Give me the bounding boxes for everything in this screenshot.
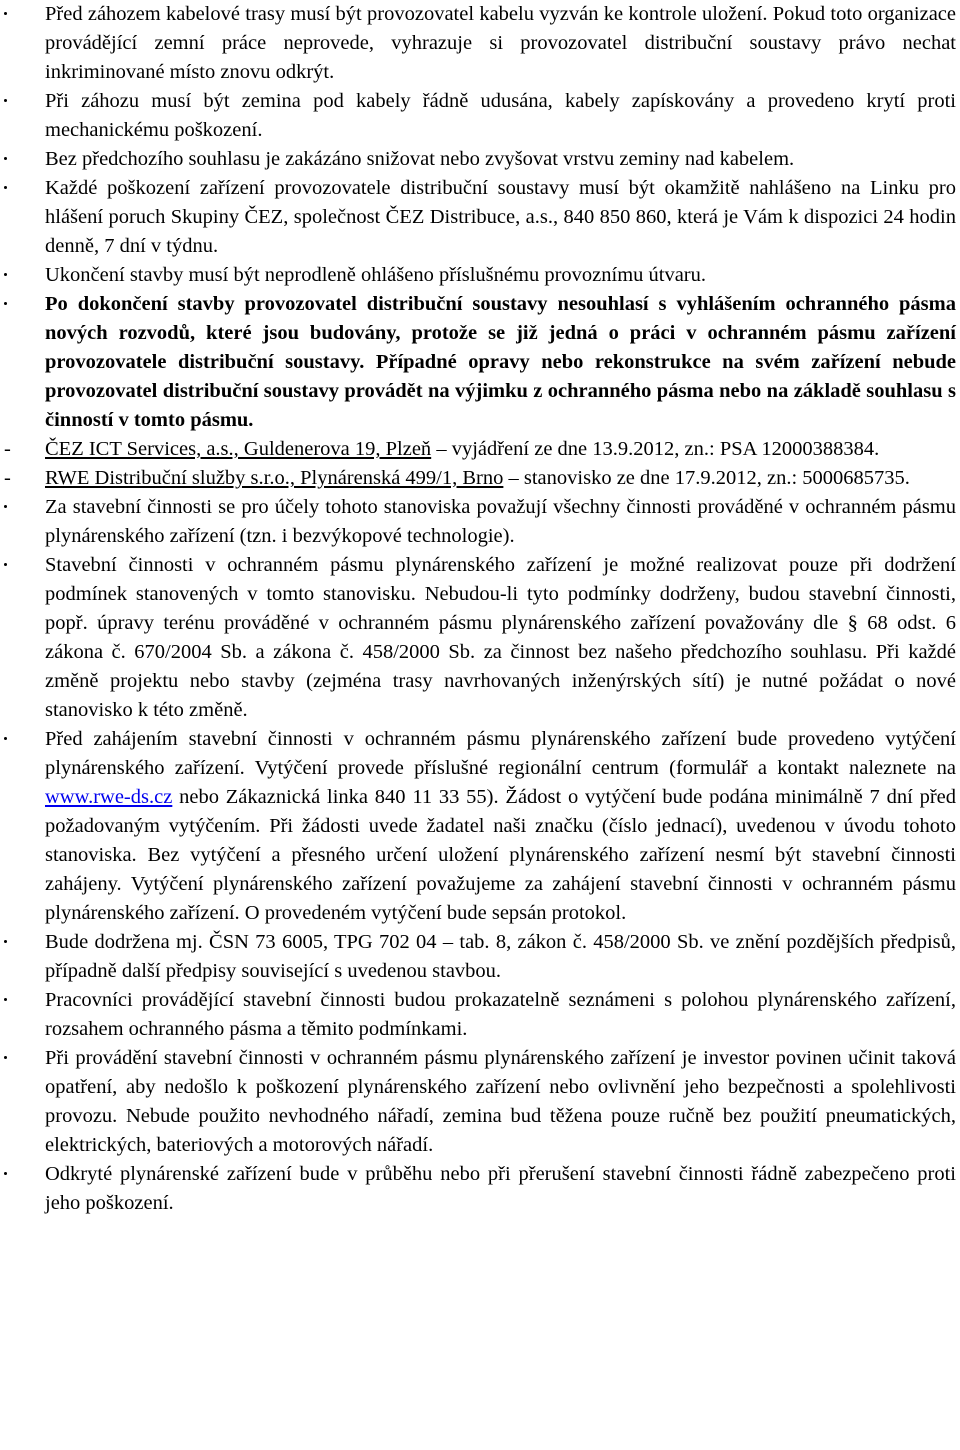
paragraph-text: Bez předchozího souhlasu je zakázáno snižovat nebo zvyšovat vrstvu zeminy nad kabelem. [45,148,795,170]
list-item [0,551,956,725]
bullet-marker [0,174,45,203]
paragraph-text: Bude dodržena mj. ČSN 73 6005, TPG 702 04 – tab. 8, zákon č. 458/2000 Sb. ve znění pozdějších předpisů, případně další předpisy související s uvedenou stavbou. [45,931,956,982]
list-item [0,493,956,551]
bullet-marker [0,87,45,116]
text-before-link: Před zahájením stavební činnosti v ochranném pásmu plynárenského zařízení bude provedeno vytýčení plynárenského zařízení. Vytýčení provede příslušné regionální centrum (formulář a kontakt naleznete na [45,728,956,779]
statement-line [45,435,956,464]
list-item [0,1160,956,1218]
paragraph-text: Pracovníci provádějící stavební činnosti budou prokazatelně seznámeni s polohou plynárenského zařízení, rozsahem ochranného pásma a těmito podmínkami. [45,989,956,1040]
paragraph-text: Při provádění stavební činnosti v ochranném pásmu plynárenského zařízení je investor povinen učinit taková opatření, aby nedošlo k poškození plynárenského zařízení nebo ovlivnění jeho bezpečnosti a spolehlivosti provozu. Nebude použito nevhodného nářadí, zemina bud těžena pouze ručně bez použití pneumatických, elektrických, bateriových a motorových nářadí. [45,1047,956,1156]
paragraph-text: Za stavební činnosti se pro účely tohoto stanoviska považují všechny činnosti prováděné v ochranném pásmu plynárenského zařízení (tzn. i bezvýkopové technologie). [45,496,956,547]
list-item [0,261,956,290]
bullet-marker [0,1044,45,1073]
list-item-bold-notice [0,290,956,435]
bullet-marker [0,261,45,290]
dash-item-rwe [0,464,956,493]
bullet-marker [0,725,45,754]
rwe-website-link[interactable]: www.rwe-ds.cz [45,786,173,808]
paragraph-text: Před záhozem kabelové trasy musí být provozovatel kabelu vyzván ke kontrole uložení. Pokud toto organizace provádějící zemní práce neprovede, vyhrazuje si provozovatel distribuční soustavy právo nechat inkriminované místo znovu odkrýt. [45,3,956,83]
list-item [0,928,956,986]
dash-marker: - [4,438,11,460]
text-after-link: nebo Zákaznická linka 840 11 33 55). Žádost o vytýčení bude podána minimálně 7 dní před požadovaným vytýčením. Při žádosti uvede žadatel naši značku (číslo jednací), uvedenou v úvodu tohoto stanoviska. Bez vytýčení a přesného určení uložení plynárenského zařízení nesmí být stavební činnosti zahájeny. Vytýčení plynárenského zařízení považujeme za zahájení stavební činnosti v ochranném pásmu plynárenského zařízení. O provedeném vytýčení bude sepsán protokol. [45,786,956,924]
bullet-marker [0,145,45,174]
bullet-marker [0,0,45,29]
list-item [0,1044,956,1160]
list-item [0,0,956,87]
bullet-marker [0,290,45,319]
paragraph-text: Stavební činnosti v ochranném pásmu plynárenského zařízení je možné realizovat pouze při dodržení podmínek stanovených v tomto stanovisku. Nebudou-li tyto podmínky dodrženy, budou stavební činnosti, popř. úpravy terénu prováděné v ochranném pásmu plynárenského zařízení považovány dle § 68 odst. 6 zákona č. 670/2004 Sb. a zákona č. 458/2000 Sb. za činnost bez našeho předchozího souhlasu. Při každé změně projektu nebo stavby (zejména trasy navrhovaných inženýrských sítí) je nutné požádat o nové stanovisko k této změně. [45,554,956,721]
statement-details: – vyjádření ze dne 13.9.2012, zn.: PSA 12000388384. [431,438,880,460]
statement-line [45,464,956,493]
bold-notice-text: Po dokončení stavby provozovatel distribuční soustavy nesouhlasí s vyhlášením ochranného pásma nových rozvodů, které jsou budovány, protože se již jedná o práci v ochranném pásmu zařízení provozovatele distribuční soustavy. Případné opravy nebo rekonstrukce na svém zařízení nebude provozovatel distribuční soustavy provádět na výjimku z ochranného pásma nebo na základě souhlasu s činností v tomto pásmu. [45,293,956,431]
organization-name: ČEZ ICT Services, a.s., Guldenerova 19, Plzeň [45,438,432,460]
organization-name: RWE Distribuční služby s.r.o., Plynárenská 499/1, Brno [45,467,504,489]
bullet-marker [0,1160,45,1189]
paragraph-text: Ukončení stavby musí být neprodleně ohlášeno příslušnému provoznímu útvaru. [45,264,707,286]
bullet-marker [0,986,45,1015]
paragraph-text: Při záhozu musí být zemina pod kabely řádně udusána, kabely zapískovány a provedeno krytí proti mechanickému poškození. [45,90,956,141]
list-item [0,87,956,145]
paragraph-text: Každé poškození zařízení provozovatele distribuční soustavy musí být okamžitě nahlášeno na Linku pro hlášení poruch Skupiny ČEZ, společnost ČEZ Distribuce, a.s., 840 850 860, která je Vám k dispozici 24 hodin denně, 7 dní v týdnu. [45,177,956,257]
list-item [0,145,956,174]
paragraph-text: Odkryté plynárenské zařízení bude v průběhu nebo při přerušení stavební činnosti řádně zabezpečeno proti jeho poškození. [45,1163,956,1214]
paragraph-text [45,725,956,928]
list-item [0,174,956,261]
bullet-marker [0,551,45,580]
bullet-marker [0,928,45,957]
dash-marker: - [4,467,11,489]
list-item [0,986,956,1044]
dash-item-cez-ict [0,435,956,464]
statement-details: – stanovisko ze dne 17.9.2012, zn.: 5000685735. [503,467,910,489]
bullet-marker [0,493,45,522]
list-item [0,725,956,928]
